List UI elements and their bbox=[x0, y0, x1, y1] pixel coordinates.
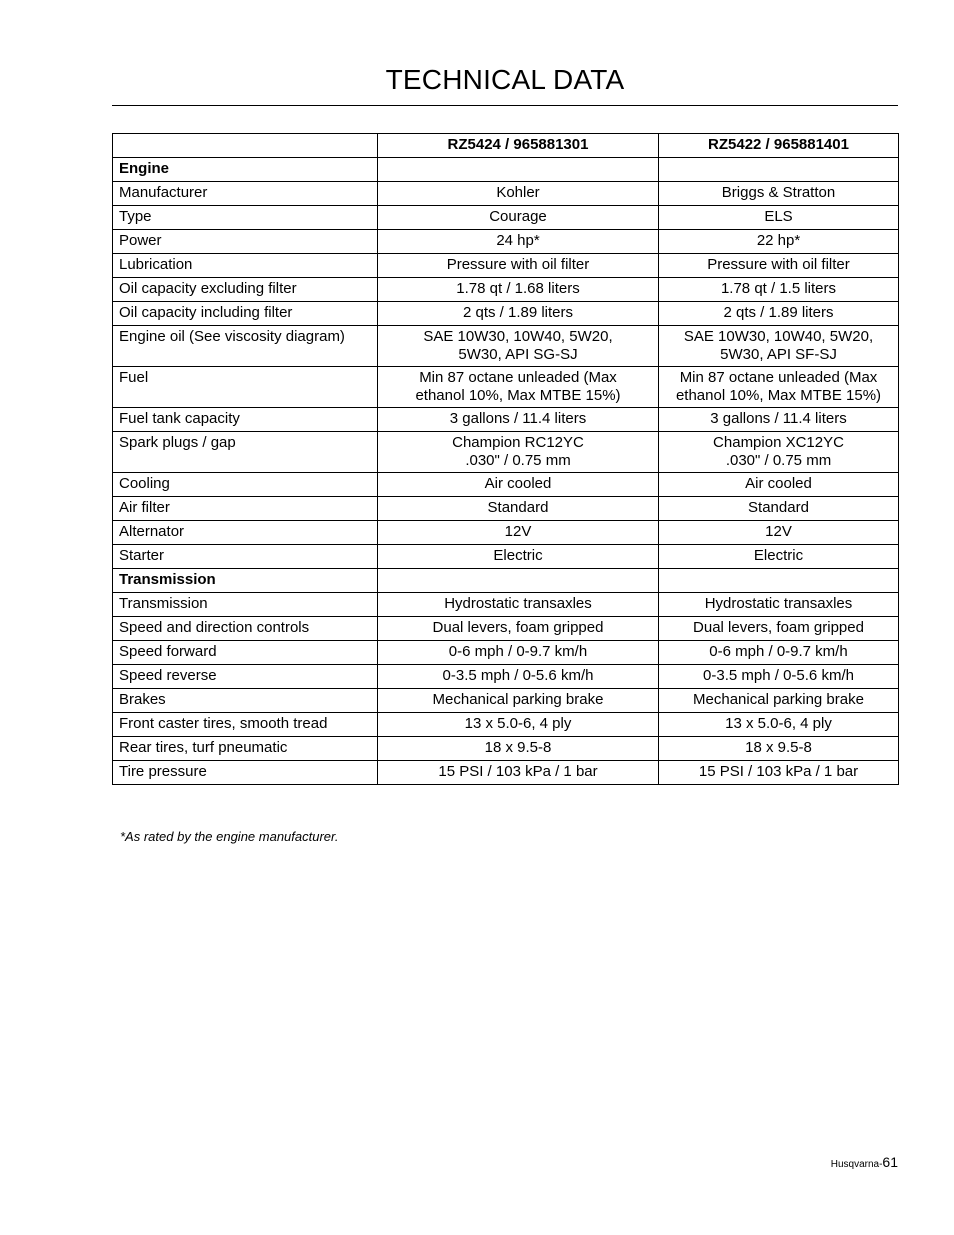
table-row bbox=[113, 689, 899, 713]
spec-label: Alternator bbox=[113, 521, 378, 545]
spec-label: Air filter bbox=[113, 497, 378, 521]
spec-value-rz5422: Air cooled bbox=[659, 473, 899, 497]
spec-label: Power bbox=[113, 230, 378, 254]
spec-label: Rear tires, turf pneumatic bbox=[113, 737, 378, 761]
header-cell-model-rz5422: RZ5422 / 965881401 bbox=[659, 134, 899, 158]
spec-label: Type bbox=[113, 206, 378, 230]
spec-value-rz5424: Electric bbox=[378, 545, 659, 569]
spec-value-rz5424: SAE 10W30, 10W40, 5W20, 5W30, API SG-SJ bbox=[378, 326, 659, 367]
table-row bbox=[113, 713, 899, 737]
empty-cell bbox=[378, 158, 659, 182]
spec-value-rz5424: 18 x 9.5-8 bbox=[378, 737, 659, 761]
spec-value-rz5422: Electric bbox=[659, 545, 899, 569]
spec-label: Cooling bbox=[113, 473, 378, 497]
table-row bbox=[113, 593, 899, 617]
table-row bbox=[113, 254, 899, 278]
page-title: TECHNICAL DATA bbox=[385, 64, 625, 95]
spec-value-rz5424: Min 87 octane unleaded (Max ethanol 10%, Max MTBE 15%) bbox=[378, 367, 659, 408]
table-row bbox=[113, 521, 899, 545]
spec-value-rz5424: 0-6 mph / 0-9.7 km/h bbox=[378, 641, 659, 665]
empty-cell bbox=[659, 569, 899, 593]
spec-label: Speed and direction controls bbox=[113, 617, 378, 641]
technical-data-table-body bbox=[113, 134, 899, 785]
spec-value-rz5422: Champion XC12YC .030" / 0.75 mm bbox=[659, 432, 899, 473]
table-row bbox=[113, 230, 899, 254]
section-row bbox=[113, 158, 899, 182]
spec-value-rz5422: Mechanical parking brake bbox=[659, 689, 899, 713]
spec-value-rz5424: Hydrostatic transaxles bbox=[378, 593, 659, 617]
page-footer bbox=[831, 1154, 898, 1170]
header-cell-model-rz5424: RZ5424 / 965881301 bbox=[378, 134, 659, 158]
spec-label: Lubrication bbox=[113, 254, 378, 278]
spec-value-rz5424: Standard bbox=[378, 497, 659, 521]
spec-value-rz5422: 13 x 5.0-6, 4 ply bbox=[659, 713, 899, 737]
spec-value-rz5422: Hydrostatic transaxles bbox=[659, 593, 899, 617]
table-row bbox=[113, 737, 899, 761]
spec-label: Front caster tires, smooth tread bbox=[113, 713, 378, 737]
spec-value-rz5422: 18 x 9.5-8 bbox=[659, 737, 899, 761]
spec-value-rz5424: 0-3.5 mph / 0-5.6 km/h bbox=[378, 665, 659, 689]
section-title: Engine bbox=[113, 158, 378, 182]
spec-value-rz5424: Dual levers, foam gripped bbox=[378, 617, 659, 641]
spec-value-rz5422: Pressure with oil filter bbox=[659, 254, 899, 278]
table-row bbox=[113, 206, 899, 230]
spec-value-rz5422: 2 qts / 1.89 liters bbox=[659, 302, 899, 326]
spec-label: Starter bbox=[113, 545, 378, 569]
spec-label: Transmission bbox=[113, 593, 378, 617]
table-row bbox=[113, 473, 899, 497]
spec-value-rz5422: 0-3.5 mph / 0-5.6 km/h bbox=[659, 665, 899, 689]
spec-label: Speed reverse bbox=[113, 665, 378, 689]
spec-label: Spark plugs / gap bbox=[113, 432, 378, 473]
table-row bbox=[113, 617, 899, 641]
table-row bbox=[113, 497, 899, 521]
footer-brand: Husqvarna- bbox=[830, 1159, 883, 1170]
spec-value-rz5422: SAE 10W30, 10W40, 5W20, 5W30, API SF-SJ bbox=[659, 326, 899, 367]
spec-label: Manufacturer bbox=[113, 182, 378, 206]
page-number: 61 bbox=[882, 1154, 898, 1170]
table-row bbox=[113, 278, 899, 302]
spec-value-rz5422: 1.78 qt / 1.5 liters bbox=[659, 278, 899, 302]
section-title: Transmission bbox=[113, 569, 378, 593]
spec-value-rz5424: 12V bbox=[378, 521, 659, 545]
spec-value-rz5424: Mechanical parking brake bbox=[378, 689, 659, 713]
spec-value-rz5424: Champion RC12YC .030" / 0.75 mm bbox=[378, 432, 659, 473]
table-row bbox=[113, 641, 899, 665]
spec-value-rz5422: 15 PSI / 103 kPa / 1 bar bbox=[659, 761, 899, 785]
section-row bbox=[113, 569, 899, 593]
spec-value-rz5424: 2 qts / 1.89 liters bbox=[378, 302, 659, 326]
table-row bbox=[113, 367, 899, 408]
table-row bbox=[113, 408, 899, 432]
spec-label: Speed forward bbox=[113, 641, 378, 665]
spec-value-rz5424: 1.78 qt / 1.68 liters bbox=[378, 278, 659, 302]
spec-value-rz5422: Briggs & Stratton bbox=[659, 182, 899, 206]
spec-value-rz5422: 0-6 mph / 0-9.7 km/h bbox=[659, 641, 899, 665]
spec-value-rz5424: 3 gallons / 11.4 liters bbox=[378, 408, 659, 432]
spec-value-rz5424: Air cooled bbox=[378, 473, 659, 497]
table-row bbox=[113, 665, 899, 689]
header-cell-blank bbox=[113, 134, 378, 158]
spec-value-rz5424: Courage bbox=[378, 206, 659, 230]
spec-value-rz5424: Kohler bbox=[378, 182, 659, 206]
spec-value-rz5422: 22 hp* bbox=[659, 230, 899, 254]
table-row bbox=[113, 545, 899, 569]
table-row bbox=[113, 182, 899, 206]
spec-label: Tire pressure bbox=[113, 761, 378, 785]
spec-value-rz5422: Standard bbox=[659, 497, 899, 521]
table-row bbox=[113, 302, 899, 326]
spec-value-rz5422: Dual levers, foam gripped bbox=[659, 617, 899, 641]
spec-value-rz5424: 13 x 5.0-6, 4 ply bbox=[378, 713, 659, 737]
technical-data-table bbox=[112, 133, 899, 785]
table-row bbox=[113, 432, 899, 473]
title-divider bbox=[112, 105, 898, 106]
empty-cell bbox=[378, 569, 659, 593]
spec-label: Fuel tank capacity bbox=[113, 408, 378, 432]
footnote: *As rated by the engine manufacturer. bbox=[120, 829, 339, 844]
table-row bbox=[113, 761, 899, 785]
spec-label: Oil capacity including filter bbox=[113, 302, 378, 326]
spec-label: Engine oil (See viscosity diagram) bbox=[113, 326, 378, 367]
spec-value-rz5422: 12V bbox=[659, 521, 899, 545]
spec-value-rz5422: Min 87 octane unleaded (Max ethanol 10%, Max MTBE 15%) bbox=[659, 367, 899, 408]
spec-label: Oil capacity excluding filter bbox=[113, 278, 378, 302]
table-header-row bbox=[113, 134, 899, 158]
spec-value-rz5424: 15 PSI / 103 kPa / 1 bar bbox=[378, 761, 659, 785]
spec-value-rz5424: 24 hp* bbox=[378, 230, 659, 254]
spec-value-rz5422: 3 gallons / 11.4 liters bbox=[659, 408, 899, 432]
spec-value-rz5424: Pressure with oil filter bbox=[378, 254, 659, 278]
empty-cell bbox=[659, 158, 899, 182]
table-row bbox=[113, 326, 899, 367]
spec-label: Fuel bbox=[113, 367, 378, 408]
spec-label: Brakes bbox=[113, 689, 378, 713]
spec-value-rz5422: ELS bbox=[659, 206, 899, 230]
